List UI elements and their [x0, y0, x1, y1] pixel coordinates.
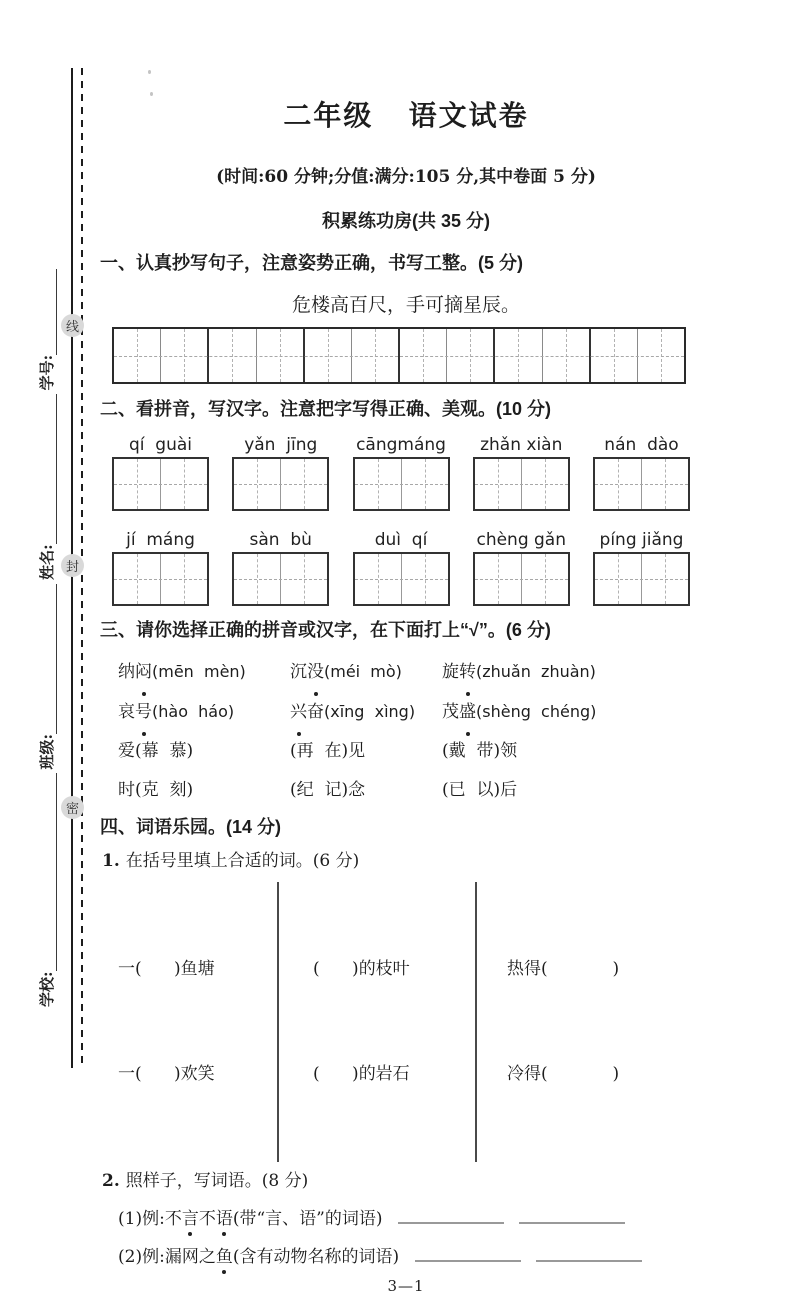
student-info-fields — [35, 101, 57, 1021]
q4-sub2 — [102, 1169, 712, 1194]
exam-content — [100, 0, 712, 1295]
answer-blank[interactable] — [398, 1220, 504, 1224]
writing-cell[interactable] — [209, 329, 256, 382]
fill-column — [277, 882, 475, 1162]
q3-option-item[interactable]: 旋转(zhuǎn zhuàn) — [442, 652, 712, 692]
name-answer-blank[interactable] — [42, 394, 57, 544]
writing-cell[interactable] — [522, 554, 568, 604]
pinyin-writing-box[interactable] — [353, 457, 450, 511]
school-answer-blank[interactable] — [42, 773, 57, 971]
pinyin-group — [112, 528, 209, 606]
exam-meta: (时间:60 分钟;分值:满分:105 分,其中卷面 5 分) — [216, 167, 596, 187]
seal-badge-secret — [61, 796, 84, 819]
q3-option-item[interactable]: 哀号(hào háo) — [118, 692, 290, 732]
q2-row-2 — [112, 528, 690, 606]
pinyin-group — [473, 528, 570, 606]
answer-blank[interactable] — [415, 1258, 521, 1262]
page-number: 3—1 — [387, 1277, 425, 1295]
writing-cell[interactable] — [495, 329, 542, 382]
field-class-label: 班级: — [38, 733, 56, 770]
q3-option-item[interactable]: 纳闷(mēn mèn) — [118, 652, 290, 692]
seal-char: 密 — [65, 802, 79, 817]
writing-cell[interactable] — [355, 459, 402, 509]
pinyin-writing-box[interactable] — [112, 457, 209, 511]
field-name — [36, 394, 57, 580]
pinyin-label: sàn bù — [249, 530, 312, 550]
field-student-number-label: 学号: — [38, 354, 56, 391]
writing-cell[interactable] — [161, 459, 207, 509]
q3-option-item[interactable]: (再 在)见 — [290, 741, 366, 761]
example-text: (1)例:不言不语(带“言、语”的词语) — [118, 1206, 382, 1232]
fill-column — [112, 882, 277, 1162]
pinyin-label: duì qí — [374, 530, 428, 550]
q3-options-grid — [118, 652, 712, 810]
writing-cell[interactable] — [475, 554, 522, 604]
writing-cell[interactable] — [642, 459, 688, 509]
q4-sub1 — [102, 849, 712, 874]
q3-option-item[interactable]: (已 以)后 — [442, 780, 518, 800]
seal-badge-seal — [61, 554, 84, 577]
writing-cell[interactable] — [281, 554, 327, 604]
writing-cell[interactable] — [402, 554, 448, 604]
pinyin-label: nán dào — [604, 435, 679, 455]
writing-cell[interactable] — [595, 459, 642, 509]
fill-cell[interactable]: 一( )鱼塘 — [118, 959, 215, 979]
seal-char: 线 — [65, 320, 79, 335]
q3-option-item[interactable]: 沉没(méi mò) — [290, 652, 442, 692]
pinyin-group — [112, 433, 209, 511]
writing-cell[interactable] — [475, 459, 522, 509]
writing-cell[interactable] — [234, 554, 281, 604]
q4-sub2-number: 2. — [102, 1171, 120, 1191]
writing-cell[interactable] — [281, 459, 327, 509]
writing-cell[interactable] — [234, 459, 281, 509]
fill-cell[interactable]: 一( )欢笑 — [118, 1064, 215, 1084]
q3-option-item[interactable]: 茂盛(shèng chéng) — [442, 692, 712, 732]
pinyin-group — [353, 433, 450, 511]
field-name-label: 姓名: — [38, 544, 56, 580]
writing-cell[interactable] — [595, 554, 642, 604]
seal-badge-line — [61, 314, 84, 337]
pinyin-label: yǎn jīng — [244, 435, 318, 455]
writing-cell[interactable] — [591, 329, 638, 382]
q3-option-item[interactable]: (纪 记)念 — [290, 780, 366, 800]
pinyin-label: chèng gǎn — [476, 530, 567, 550]
writing-cell[interactable] — [402, 459, 448, 509]
pinyin-group — [353, 528, 450, 606]
writing-cell[interactable] — [447, 329, 495, 382]
writing-cell[interactable] — [638, 329, 684, 382]
pinyin-label: zhǎn xiàn — [480, 435, 563, 455]
writing-cell[interactable] — [522, 459, 568, 509]
writing-cell[interactable] — [305, 329, 352, 382]
pinyin-label: jí máng — [126, 530, 195, 550]
writing-cell[interactable] — [355, 554, 402, 604]
pinyin-writing-box[interactable] — [593, 552, 690, 606]
writing-cell[interactable] — [114, 459, 161, 509]
example-text: (2)例:漏网之鱼(含有动物名称的词语) — [118, 1244, 399, 1270]
field-school-label: 学校: — [38, 971, 56, 1007]
pinyin-label: cāngmáng — [356, 435, 446, 455]
field-student-number — [36, 269, 57, 391]
q4-example-2 — [118, 1244, 712, 1270]
q2-row-1 — [112, 433, 690, 511]
class-answer-blank[interactable] — [42, 584, 57, 734]
pinyin-group — [232, 528, 329, 606]
section-heading: 积累练功房(共 35 分) — [321, 211, 490, 231]
fill-column — [475, 882, 712, 1162]
writing-cell[interactable] — [114, 554, 161, 604]
q4-sub2-text: 照样子，写词语。(8 分) — [125, 1171, 309, 1191]
writing-cell[interactable] — [400, 329, 447, 382]
writing-cell[interactable] — [161, 554, 207, 604]
q4-example-1 — [118, 1206, 712, 1232]
field-class — [36, 584, 57, 770]
pinyin-group — [473, 433, 570, 511]
pinyin-writing-box[interactable] — [473, 552, 570, 606]
pinyin-writing-box[interactable] — [593, 457, 690, 511]
student-number-answer-blank[interactable] — [42, 269, 57, 355]
fill-cell[interactable]: 热得( ) — [507, 959, 620, 979]
pinyin-writing-box[interactable] — [232, 552, 329, 606]
answer-blank[interactable] — [519, 1220, 625, 1224]
pinyin-group — [232, 433, 329, 511]
pinyin-writing-box[interactable] — [473, 457, 570, 511]
writing-cell[interactable] — [257, 329, 305, 382]
page-title: 二年级 语文试卷 — [283, 99, 529, 132]
q4-heading: 四、词语乐园。(14 分) — [100, 817, 282, 837]
pinyin-writing-box[interactable] — [112, 552, 209, 606]
writing-cell[interactable] — [352, 329, 400, 382]
writing-cell[interactable] — [114, 329, 161, 382]
pinyin-writing-box[interactable] — [353, 552, 450, 606]
q3-option-item[interactable]: 爱(幕 慕) — [118, 741, 194, 761]
pinyin-group — [593, 528, 690, 606]
field-school — [36, 773, 57, 1007]
q1-sentence: 危楼高百尺，手可摘星辰。 — [291, 294, 520, 316]
q3-option-item[interactable]: 兴奋(xīng xìng) — [290, 692, 442, 732]
pinyin-writing-box[interactable] — [232, 457, 329, 511]
writing-cell[interactable] — [161, 329, 209, 382]
q1-writing-grid — [112, 327, 686, 384]
q1-heading: 一、认真抄写句子，注意姿势正确，书写工整。(5 分) — [100, 253, 523, 273]
q4-sub1-number: 1. — [102, 851, 120, 871]
fill-cell[interactable]: 冷得( ) — [507, 1064, 620, 1084]
fill-cell[interactable]: ( )的枝叶 — [313, 959, 410, 979]
pinyin-label: píng jiǎng — [599, 530, 684, 550]
answer-blank[interactable] — [536, 1258, 642, 1262]
fill-cell[interactable]: ( )的岩石 — [313, 1064, 410, 1084]
q2-heading: 二、看拼音，写汉字。注意把字写得正确、美观。(10 分) — [100, 399, 552, 419]
writing-cell[interactable] — [642, 554, 688, 604]
q3-option-item[interactable]: (戴 带)领 — [442, 741, 518, 761]
pinyin-group — [593, 433, 690, 511]
q4-sub1-text: 在括号里填上合适的词。(6 分) — [125, 851, 360, 871]
seal-char: 封 — [65, 560, 79, 575]
q3-heading: 三、请你选择正确的拼音或汉字，在下面打上“√”。(6 分) — [100, 620, 551, 640]
q4-fill-table — [112, 882, 712, 1162]
q3-option-item[interactable]: 时(克 刻) — [118, 780, 194, 800]
pinyin-label: qí guài — [128, 435, 193, 455]
writing-cell[interactable] — [543, 329, 591, 382]
